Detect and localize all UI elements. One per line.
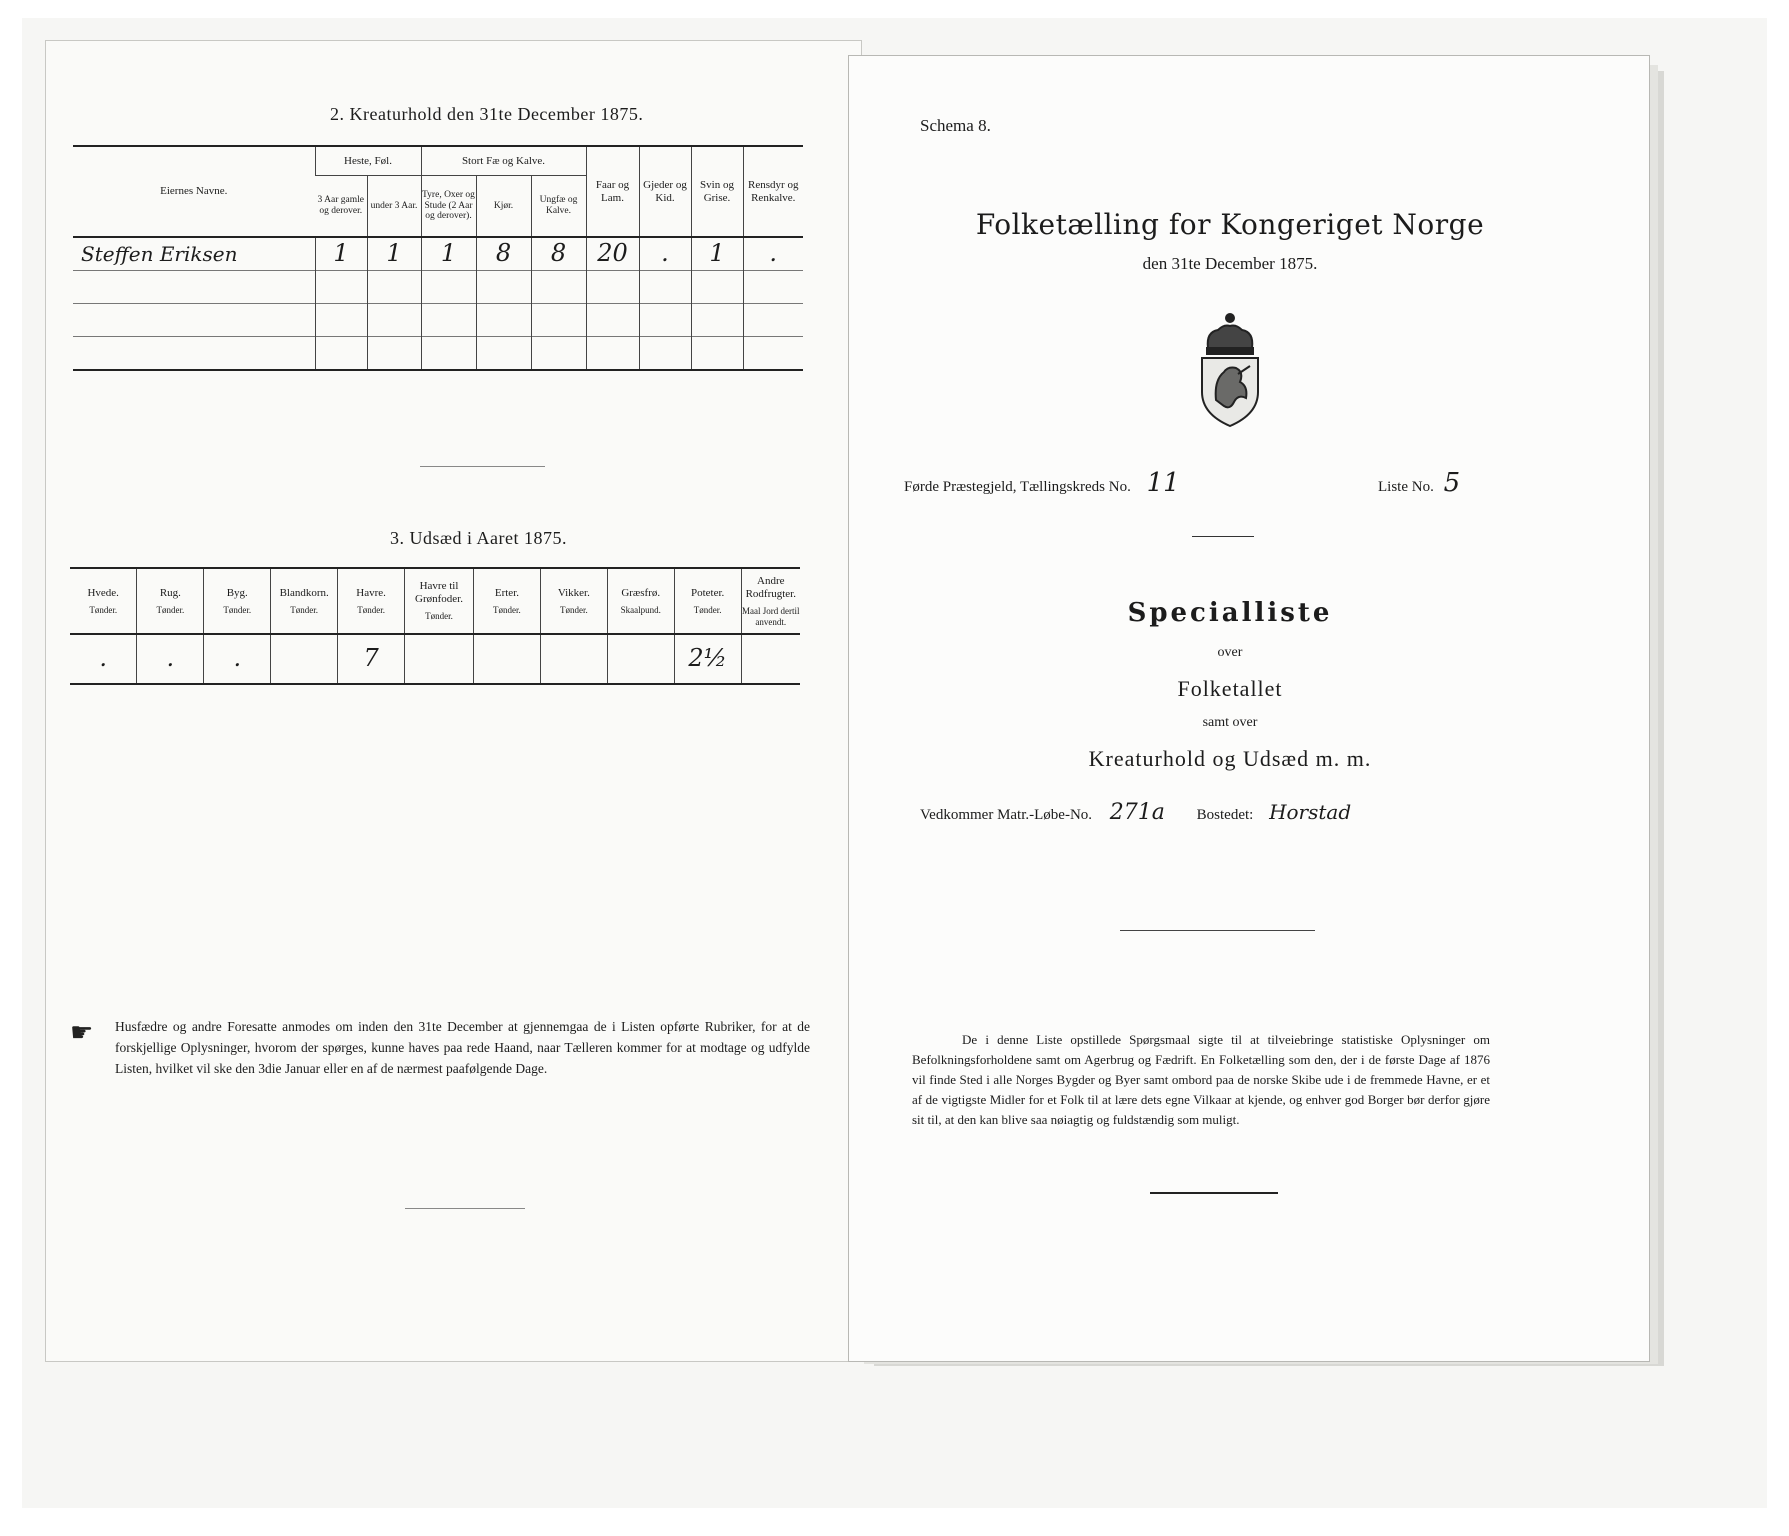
seed-header-unit: Tønder.: [156, 605, 185, 616]
seed-header-5: [405, 568, 474, 634]
seed-cell: 7: [338, 634, 405, 684]
seed-header-unit: Maal Jord dertil anvendt.: [742, 606, 800, 627]
header-reindeer: Rensdyr og Renkalve.: [743, 146, 803, 237]
seed-cell: [405, 634, 474, 684]
matr-number: 271a: [1109, 800, 1165, 825]
subheader-horses-old: 3 Aar gamle og derover.: [315, 176, 367, 238]
right-page: [848, 55, 1650, 1362]
seed-header-0: [70, 568, 137, 634]
seed-header-unit: Tønder.: [559, 605, 588, 616]
list-line: [1378, 468, 1460, 498]
bosted-value: Horstad: [1269, 800, 1352, 824]
seed-header-label: Andre Rodfrugter.: [745, 575, 796, 600]
special-heading: Specialliste: [1127, 598, 1333, 628]
seed-header-label: Byg.: [226, 586, 248, 599]
seed-header-unit: Tønder.: [493, 605, 521, 616]
seed-header-unit: Tønder.: [693, 605, 722, 616]
seed-header-label: Rug.: [159, 586, 181, 599]
seed-header-unit: Tønder.: [223, 605, 252, 616]
header-sheep: Faar og Lam.: [586, 146, 639, 237]
subheader-horses-young: under 3 Aar.: [367, 176, 421, 238]
seed-cell: [473, 634, 540, 684]
page-title: Folketælling for Kongeriget Norge: [975, 208, 1485, 241]
seed-header-6: [473, 568, 540, 634]
seed-header-2: [204, 568, 271, 634]
divider: [1192, 536, 1254, 537]
samt-over-text: samt over: [1202, 715, 1258, 730]
seed-header-label: Blandkorn.: [279, 586, 329, 599]
notice-text: Husfædre og andre Foresatte anmodes om inden den 31te December at gjennemgaa de i Listen opførte Rubriker, for at de forskjellige Oplysninger, hvorom der spørges, kunne haves paa rede Haand, naar Tælleren kommer for at modtage og udfylde Listen, hvilket vil ske den 3die Januar eller en af de nærmest paafølgende Dage.: [115, 1019, 810, 1076]
district-label: Tællingskreds No.: [1019, 479, 1131, 495]
owner-name: Steffen Eriksen: [73, 237, 315, 271]
explanatory-text: De i denne Liste opstillede Spørgsmaal sigte til at tilveiebringe statistiske Oplysninger om Befolkningsforholdene samt om Agerbrug og Fædrift. En Folketælling som den, der i de første Dage af 1876 vil finde Sted i alle Norges Bygder og Byer samt ombord paa de norske Skibe ude i de fremmede Havne, er et af de vigtigste Midler for et Folk til at lære dets egne Vilkaar at kjende, og enhver god Borger bør derfor gjøre sit til, at den kan blive saa nøiagtig og fuldstændig som muligt.: [912, 1032, 1490, 1127]
cell-horses-old: 1: [315, 237, 367, 271]
seed-header-unit: Tønder.: [357, 605, 385, 616]
parish-line: [904, 468, 1180, 498]
seed-header-7: [540, 568, 607, 634]
seed-header-label: Vikker.: [557, 586, 590, 599]
cell-bulls: 1: [421, 237, 476, 271]
seed-header-9: [674, 568, 741, 634]
district-number: 11: [1146, 468, 1180, 498]
seed-cell: [607, 634, 674, 684]
divider: [420, 466, 545, 467]
divider: [405, 1208, 525, 1209]
seed-header-label: Havre.: [356, 586, 386, 599]
seed-table: [70, 567, 800, 685]
seed-header-label: Poteter.: [690, 586, 725, 599]
cell-horses-young: 1: [367, 237, 421, 271]
table-row: [73, 237, 803, 271]
header-owner: Eiernes Navne.: [73, 146, 315, 237]
kreaturhold-text: Kreaturhold og Udsæd m. m.: [1088, 746, 1372, 771]
parish-label: Præstegjeld,: [942, 479, 1017, 495]
livestock-table: [73, 145, 803, 371]
cell-reindeer: .: [743, 237, 803, 271]
subheader-young-cattle: Ungfæ og Kalve.: [531, 176, 586, 238]
list-number: 5: [1443, 468, 1461, 498]
seed-header-1: [137, 568, 204, 634]
seed-cell: .: [137, 634, 204, 684]
schema-label: Schema 8.: [920, 116, 991, 135]
table-row: [73, 337, 803, 371]
seed-cell: 2½: [674, 634, 741, 684]
cell-pigs: 1: [691, 237, 743, 271]
seed-cell: .: [204, 634, 271, 684]
seed-header-10: [741, 568, 800, 634]
seed-header-8: [607, 568, 674, 634]
seed-header-label: Hvede.: [87, 586, 119, 599]
seed-header-unit: Skaalpund.: [620, 605, 661, 616]
over-text: over: [1217, 645, 1243, 660]
divider: [1150, 1192, 1278, 1194]
livestock-title: 2. Kreaturhold den 31te December 1875.: [330, 104, 644, 124]
cell-sheep: 20: [586, 237, 639, 271]
cell-goats: .: [639, 237, 691, 271]
seed-header-label: Erter.: [494, 586, 519, 599]
cell-young-cattle: 8: [531, 237, 586, 271]
pointing-hand-icon: ☛: [70, 1018, 94, 1047]
seed-title: 3. Udsæd i Aaret 1875.: [390, 528, 567, 548]
seed-header-3: [271, 568, 338, 634]
cell-cows: 8: [476, 237, 531, 271]
seed-header-label: Græsfrø.: [621, 586, 661, 599]
census-date: den 31te December 1875.: [1142, 254, 1318, 273]
bosted-label: Bostedet:: [1196, 807, 1254, 823]
folketallet-text: Folketallet: [1177, 676, 1283, 701]
seed-cell: [741, 634, 800, 684]
seed-cell: [540, 634, 607, 684]
header-goats: Gjeder og Kid.: [639, 146, 691, 237]
subheader-cows: Kjør.: [476, 176, 531, 238]
seed-header-unit: Tønder.: [290, 605, 319, 616]
seed-header-unit: Tønder.: [89, 605, 118, 616]
header-horses: Heste, Føl.: [315, 146, 421, 176]
seed-header-4: [338, 568, 405, 634]
header-cattle: Stort Fæ og Kalve.: [421, 146, 586, 176]
seed-header-unit: Tønder.: [425, 611, 453, 622]
table-row: [73, 304, 803, 337]
list-label: Liste No.: [1378, 479, 1434, 495]
table-row: [70, 634, 800, 684]
subheader-bulls: Tyre, Oxer og Stude (2 Aar og derover).: [421, 176, 476, 238]
seed-header-label: Havre til Grønfoder.: [415, 580, 463, 605]
parish-name: Førde: [904, 479, 939, 495]
coat-of-arms-icon: [1190, 310, 1270, 430]
matr-line: [920, 800, 1351, 825]
divider: [1120, 930, 1315, 931]
seed-cell: [271, 634, 338, 684]
matr-label: Vedkommer Matr.-Løbe-No.: [920, 807, 1093, 823]
table-row: [73, 271, 803, 304]
seed-cell: .: [99, 644, 108, 673]
header-pigs: Svin og Grise.: [691, 146, 743, 237]
